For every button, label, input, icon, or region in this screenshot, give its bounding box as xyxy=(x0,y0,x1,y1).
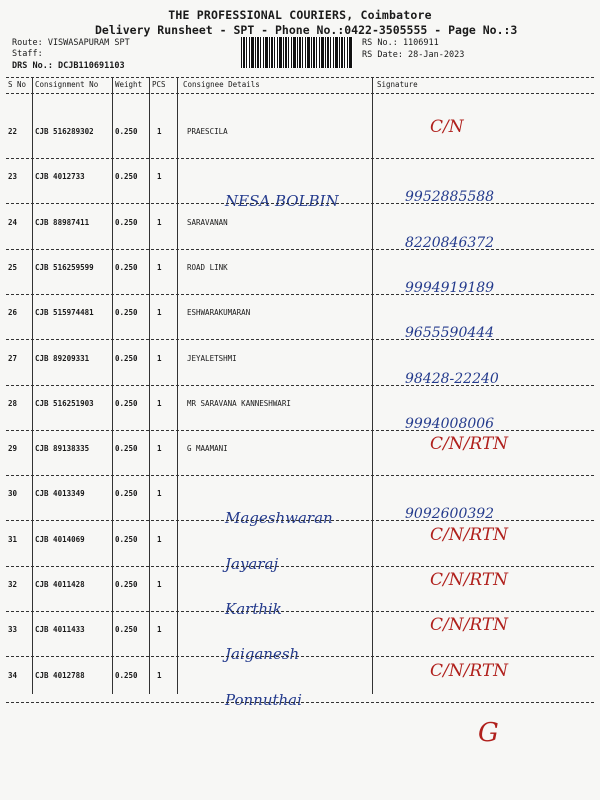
col-divider-consignee xyxy=(372,77,373,694)
row-handwritten-name: Ponnuthai xyxy=(225,690,302,709)
row-pcs: 1 xyxy=(157,670,162,680)
row-weight: 0.250 xyxy=(115,262,138,272)
row-consignment-no: CJB 4013349 xyxy=(35,489,85,499)
row-consignment-no: CJB 89138335 xyxy=(35,444,90,454)
row-pcs: 1 xyxy=(157,625,162,635)
rs-number: RS No.: 1106911 xyxy=(362,38,439,48)
col-divider-pcs xyxy=(177,77,178,694)
row-separator xyxy=(6,158,594,159)
row-weight: 0.250 xyxy=(115,172,138,182)
row-pcs: 1 xyxy=(157,127,162,136)
row-sno: 22 xyxy=(8,127,18,136)
row-consignment-no: CJB 4011428 xyxy=(35,580,85,589)
row-sno: 30 xyxy=(8,489,18,499)
row-separator xyxy=(6,566,594,567)
row-weight: 0.250 xyxy=(115,127,138,136)
row-weight: 0.250 xyxy=(115,444,138,454)
row-handwritten-name: Mageshwaran xyxy=(225,509,333,528)
row-separator xyxy=(6,520,594,521)
row-sno: 29 xyxy=(8,444,18,454)
drs-number: DRS No.: DCJB110691103 xyxy=(12,61,125,71)
header-top-rule xyxy=(6,77,594,78)
row-sno: 34 xyxy=(8,670,18,680)
footer-initial: G xyxy=(478,718,499,748)
row-separator xyxy=(6,611,594,612)
row-consignment-no: CJB 88987411 xyxy=(35,217,90,227)
row-weight: 0.250 xyxy=(115,534,138,544)
row-pcs: 1 xyxy=(157,217,162,227)
row-handwritten-name: Karthik xyxy=(225,600,282,618)
row-weight: 0.250 xyxy=(115,398,138,408)
row-consignment-no: CJB 4012788 xyxy=(35,670,85,680)
staff-label: Staff: xyxy=(12,49,43,59)
row-phone: 9994919189 xyxy=(405,279,495,296)
row-sno: 28 xyxy=(8,398,18,408)
row-consignment-no: CJB 4011433 xyxy=(35,625,85,635)
col-header-consignee: Consignee Details xyxy=(183,80,260,89)
header-bottom-rule xyxy=(6,93,594,94)
row-consignee: ESHWARAKUMARAN xyxy=(187,308,251,318)
row-consignee: MR SARAVANA KANNESHWARI xyxy=(187,398,291,408)
row-phone: 9655590444 xyxy=(405,325,495,342)
row-signature: C/N/RTN xyxy=(430,524,509,545)
row-phone: 9092600392 xyxy=(405,506,495,523)
row-separator xyxy=(6,339,594,340)
row-signature: C/N/RTN xyxy=(430,615,509,636)
row-sno: 27 xyxy=(8,353,18,363)
row-sno: 24 xyxy=(8,217,18,227)
row-separator xyxy=(6,702,594,703)
row-consignment-no: CJB 516251903 xyxy=(35,398,94,408)
row-consignee: PRAESCILA xyxy=(187,127,228,136)
row-weight: 0.250 xyxy=(115,670,138,680)
row-handwritten-name: Jaiganesh xyxy=(225,645,300,664)
row-handwritten-name: Jayaraj xyxy=(225,554,279,573)
row-pcs: 1 xyxy=(157,308,162,318)
row-signature: C/N xyxy=(430,117,464,137)
col-header-signature: Signature xyxy=(377,80,418,89)
row-signature: C/N/RTN xyxy=(430,570,509,590)
row-signature: C/N/RTN xyxy=(430,660,509,681)
col-header-weight: Weight xyxy=(115,80,143,89)
row-weight: 0.250 xyxy=(115,353,138,363)
row-separator xyxy=(6,294,594,295)
barcode xyxy=(241,37,353,68)
row-separator xyxy=(6,385,594,386)
row-signature: C/N/RTN xyxy=(430,434,509,455)
row-sno: 26 xyxy=(8,308,18,318)
row-weight: 0.250 xyxy=(115,489,138,499)
row-sno: 23 xyxy=(8,172,18,182)
row-sno: 25 xyxy=(8,262,18,272)
row-weight: 0.250 xyxy=(115,308,138,318)
row-separator xyxy=(6,475,594,476)
row-consignee: SARAVANAN xyxy=(187,217,228,227)
row-pcs: 1 xyxy=(157,262,162,272)
row-pcs: 1 xyxy=(157,534,162,544)
row-phone: 8220846372 xyxy=(405,234,495,251)
company-title: THE PROFESSIONAL COURIERS, Coimbatore xyxy=(168,8,432,22)
runsheet-subtitle: Delivery Runsheet - SPT - Phone No.:0422-3505555 - Page No.:3 xyxy=(95,23,518,37)
row-weight: 0.250 xyxy=(115,217,138,227)
row-phone: 9952885588 xyxy=(405,189,495,206)
row-consignee: JEYALETSHMI xyxy=(187,353,237,363)
row-weight: 0.250 xyxy=(115,580,138,589)
col-divider-consignment xyxy=(112,77,113,694)
row-pcs: 1 xyxy=(157,353,162,363)
row-consignee: ROAD LINK xyxy=(187,262,228,272)
row-weight: 0.250 xyxy=(115,625,138,635)
col-header-pcs: PCS xyxy=(152,80,166,89)
row-consignment-no: CJB 4014069 xyxy=(35,534,85,544)
row-separator xyxy=(6,430,594,431)
row-pcs: 1 xyxy=(157,489,162,499)
row-separator xyxy=(6,203,594,204)
row-consignment-no: CJB 516289302 xyxy=(35,127,94,136)
col-divider-sno xyxy=(32,77,33,694)
row-pcs: 1 xyxy=(157,444,162,454)
row-pcs: 1 xyxy=(157,398,162,408)
row-sno: 31 xyxy=(8,534,18,544)
row-separator xyxy=(6,656,594,657)
row-sno: 32 xyxy=(8,580,18,589)
rs-date: RS Date: 28-Jan-2023 xyxy=(362,50,465,60)
row-consignee: G MAAMANI xyxy=(187,444,228,454)
row-consignment-no: CJB 4012733 xyxy=(35,172,85,182)
row-consignment-no: CJB 516259599 xyxy=(35,262,94,272)
row-consignment-no: CJB 89209331 xyxy=(35,353,90,363)
row-phone: 9994008006 xyxy=(405,415,495,432)
col-header-consignment: Consignment No xyxy=(35,80,99,89)
row-sno: 33 xyxy=(8,625,18,635)
route-label: Route: VISWASAPURAM SPT xyxy=(12,38,130,48)
row-pcs: 1 xyxy=(157,172,162,182)
col-divider-weight xyxy=(149,77,150,694)
row-consignment-no: CJB 515974481 xyxy=(35,308,94,318)
col-header-sno: S No xyxy=(8,80,27,89)
row-handwritten-name: NESA BOLBIN xyxy=(225,192,339,211)
row-separator xyxy=(6,249,594,250)
row-phone: 98428-22240 xyxy=(405,370,499,387)
row-pcs: 1 xyxy=(157,580,162,589)
